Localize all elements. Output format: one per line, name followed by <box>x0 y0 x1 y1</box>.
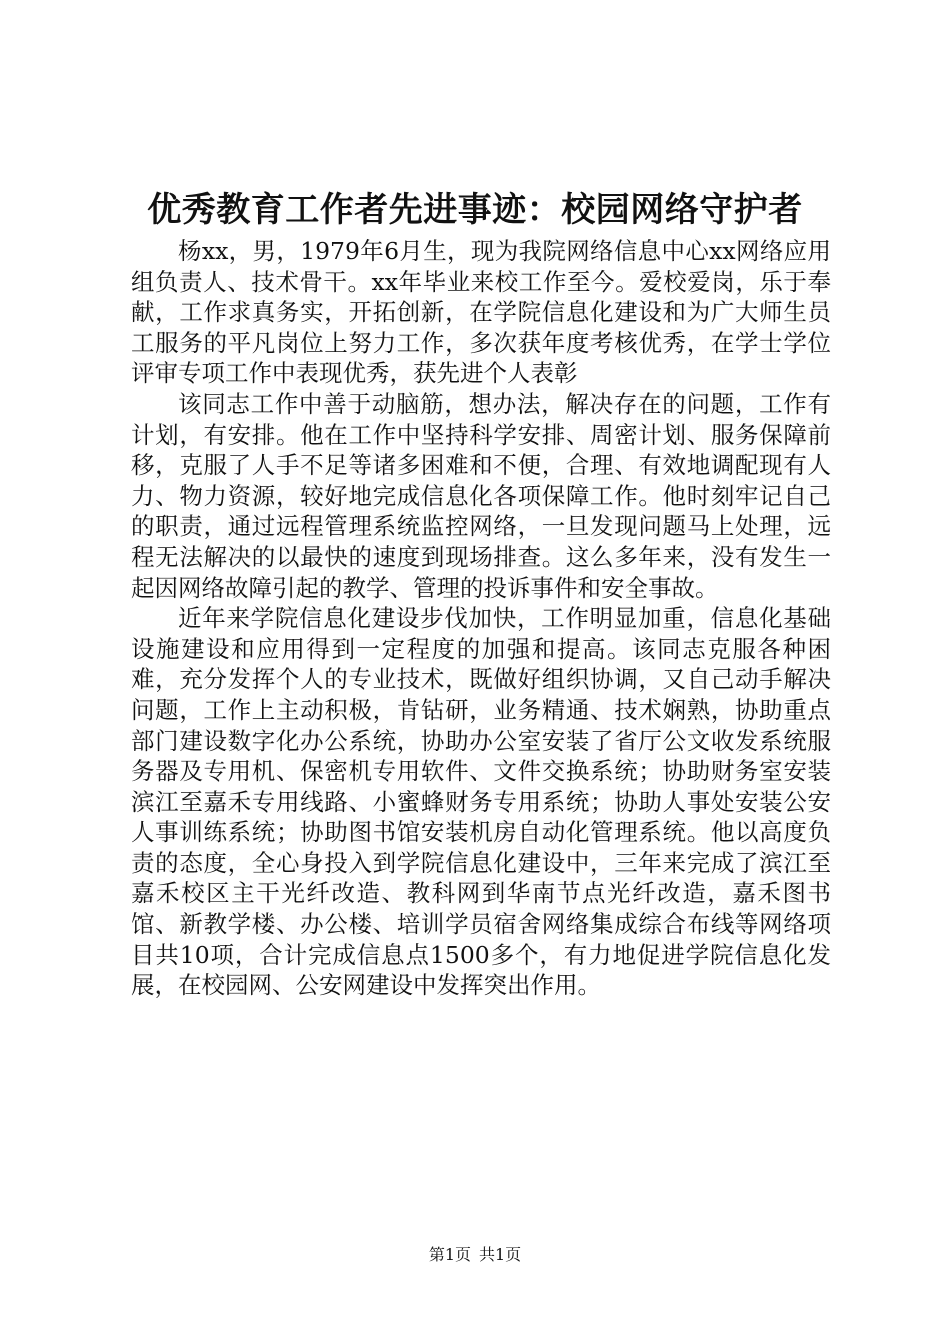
paragraph-work-style: 该同志工作中善于动脑筋，想办法，解决存在的问题，工作有计划，有安排。他在工作中坚持科学安排、周密计划、服务保障前移，克服了人手不足等诸多困难和不便，合理、有效地调配现有人力、物力资源，较好地完成信息化各项保障工作。他时刻牢记自己的职责，通过远程管理系统监控网络，一旦发现问题马上处理，远程无法解决的以最快的速度到现场排查。这么多年来，没有发生一起因网络故障引起的教学、管理的投诉事件和安全事故。 <box>131 389 831 602</box>
document-title: 优秀教育工作者先进事迹：校园网络守护者 <box>147 190 803 230</box>
page-number: 第1页 <box>428 1245 471 1264</box>
page-total: 共1页 <box>479 1245 522 1264</box>
document-body <box>131 236 831 1001</box>
paragraph-achievements: 近年来学院信息化建设步伐加快，工作明显加重，信息化基础设施建设和应用得到一定程度的加强和提高。该同志克服各种困难，充分发挥个人的专业技术，既做好组织协调，又自己动手解决问题，工作上主动积极，肯钻研，业务精通、技术娴熟，协助重点部门建设数字化办公系统，协助办公室安装了省厅公文收发系统服务器及专用机、保密机专用软件、文件交换系统；协助财务室安装滨江至嘉禾专用线路、小蜜蜂财务专用系统；协助人事处安装公安人事训练系统；协助图书馆安装机房自动化管理系统。他以高度负责的态度，全心身投入到学院信息化建设中，三年来完成了滨江至嘉禾校区主干光纤改造、教科网到华南节点光纤改造，嘉禾图书馆、新教学楼、办公楼、培训学员宿舍网络集成综合布线等网络项目共10项，合计完成信息点1500多个，有力地促进学院信息化发展，在校园网、公安网建设中发挥突出作用。 <box>131 604 831 1000</box>
paragraph-profile: 杨xx，男，1979年6月生，现为我院网络信息中心xx网络应用组负责人、技术骨干。xx年毕业来校工作至今。爱校爱岗，乐于奉献，工作求真务实，开拓创新，在学院信息化建设和为广大师生员工服务的平凡岗位上努力工作，多次获年度考核优秀，在学士学位评审专项工作中表现优秀，获先进个人表彰 <box>131 237 831 388</box>
page-footer <box>0 1244 950 1266</box>
